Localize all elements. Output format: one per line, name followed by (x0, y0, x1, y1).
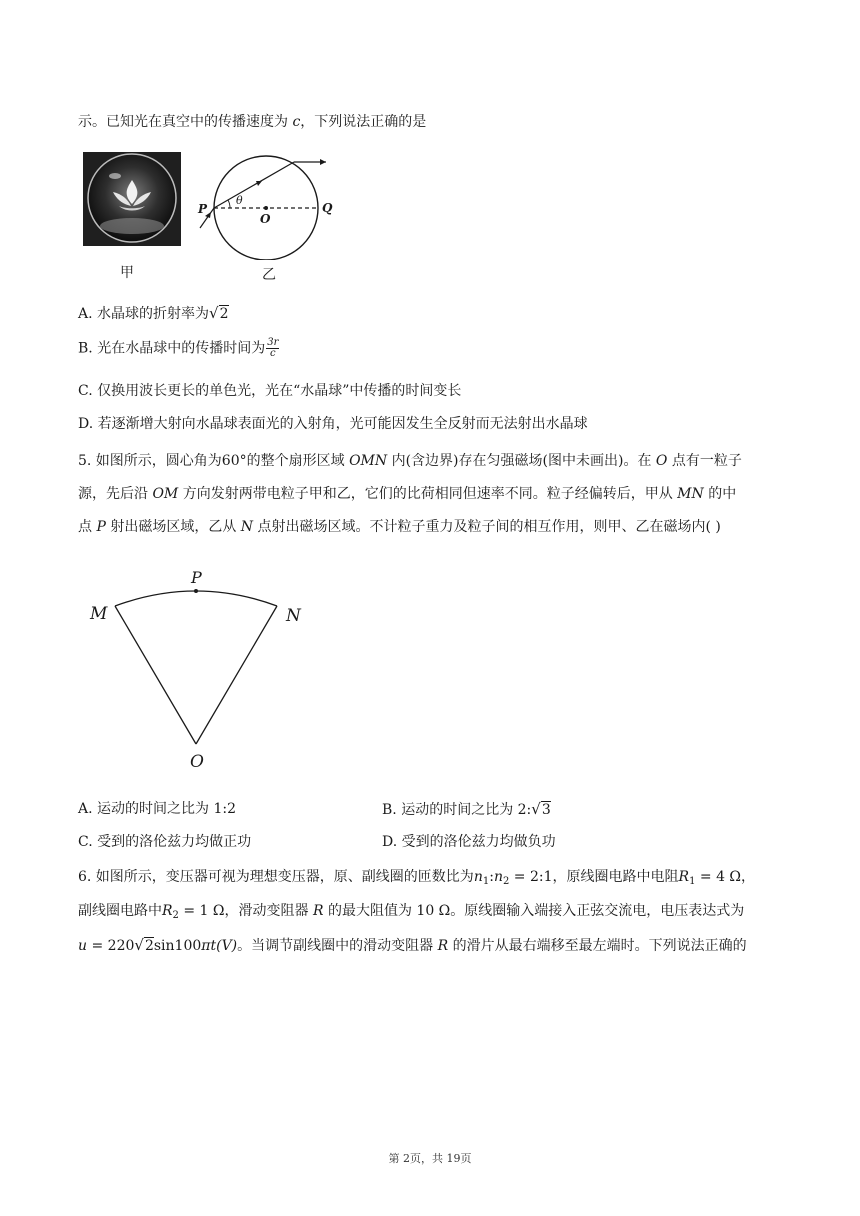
label-P-sector: P (191, 568, 202, 587)
q5-option-b: B. 运动的时间之比为 2:√3 (382, 800, 551, 818)
theta-arc (228, 200, 230, 208)
label-M: M (90, 604, 108, 624)
q5-option-a: A. 运动的时间之比为 1:2 (78, 801, 236, 817)
q4-option-a: A. 水晶球的折射率为√2 (78, 304, 229, 322)
label-theta: θ (236, 194, 243, 207)
refraction-diagram (196, 148, 336, 260)
crystal-ball-photo (83, 152, 181, 246)
q4-option-d: D. 若逐渐增大射向水晶球表面光的入射角，光可能因发生全反射而无法射出水晶球 (78, 416, 588, 432)
sector-diagram-graphic (80, 564, 320, 784)
label-O: O (260, 212, 271, 226)
exit-ray-arrow (320, 159, 326, 165)
q6-stem-line1: 6. 如图所示，变压器可视为理想变压器，原、副线圈的匝数比为$n_1:n_2$ = 2:1，原线圈电路中电阻$R_1 = 4$ Ω， (78, 869, 756, 887)
sector-diagram (80, 564, 320, 784)
q4-option-b: B. 光在水晶球中的传播时间为 $\frac{3r}{c}$ (78, 337, 279, 359)
q5-stem-line2: 源，先后沿 OM 方向发射两带电粒子甲和乙，它们的比荷相同但速率不同。粒子经偏转后，甲从 MN 的中 (78, 486, 737, 502)
fraction-3r-over-c: $\frac{3r}{c}$ (267, 337, 279, 359)
center-point (264, 206, 268, 210)
arc-MN (115, 591, 277, 606)
intro-line: 示。已知光在真空中的传播速度为 c，下列说法正确的是 (78, 114, 427, 130)
refracted-ray (214, 162, 294, 208)
q5-stem-line1: 5. 如图所示，圆心角为60°的整个扇形区域 OMN 内(含边界)存在匀强磁场(图中未画出)。在 O 点有一粒子 (78, 453, 742, 469)
figure-caption-yi: 乙 (262, 267, 276, 283)
q5-stem-line3: 点 P 射出磁场区域，乙从 N 点射出磁场区域。不计粒子重力及粒子间的相互作用，则甲、乙在磁场内( ) (78, 519, 721, 535)
label-N: N (286, 606, 301, 626)
q6-stem-line3: u = 220√2sin100πt(V)。当调节副线圈中的滑动变阻器 R 的滑片从最右端移至最左端时。下列说法正确的 (78, 936, 747, 954)
label-O-sector: O (190, 752, 204, 772)
refraction-diagram-graphic (196, 148, 336, 260)
page-footer: 第 2页，共 19页 (388, 1152, 472, 1165)
label-Q: Q (322, 201, 333, 215)
radius-ON (196, 606, 277, 744)
crystal-ball-photo-graphic (83, 152, 181, 246)
q5-option-c: C. 受到的洛伦兹力均做正功 (78, 834, 252, 850)
q4-option-c: C. 仅换用波长更长的单色光，光在“水晶球”中传播的时间变长 (78, 383, 462, 399)
q6-stem-line2: 副线圈电路中$R_2 = 1$ Ω，滑动变阻器 R 的最大阻值为 10 Ω。原线圈输入端接入正弦交流电，电压表达式为 (78, 903, 745, 921)
label-P: P (198, 202, 208, 216)
radius-OM (115, 606, 196, 744)
figure-caption-jia: 甲 (120, 265, 134, 281)
point-P (194, 589, 198, 593)
var-c: c (292, 114, 301, 130)
q5-option-d: D. 受到的洛伦兹力均做负功 (382, 834, 556, 850)
